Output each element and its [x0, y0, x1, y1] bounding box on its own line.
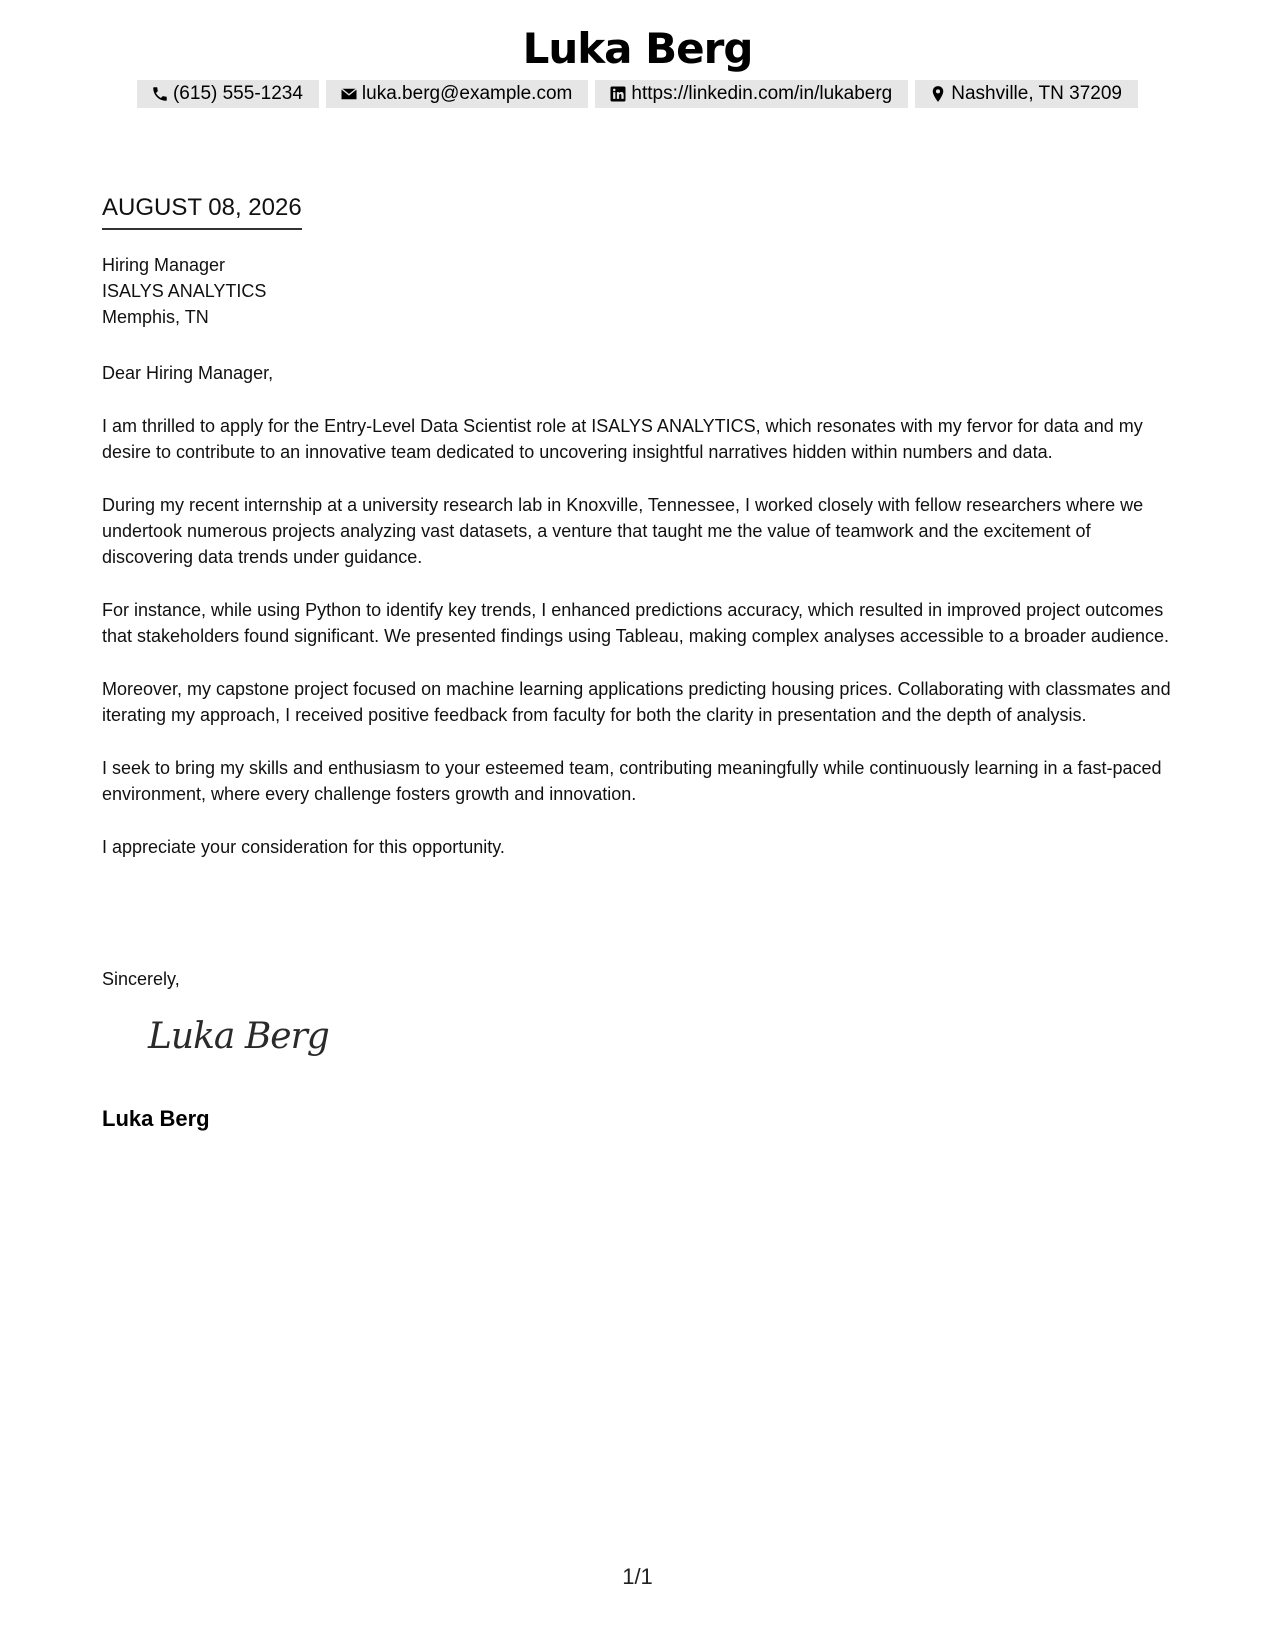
- recipient-title: Hiring Manager: [102, 255, 226, 275]
- body-paragraph: During my recent internship at a university research lab in Knoxville, Tennessee, I worked closely with fellow researchers where we undertook numerous projects analyzing vast datasets, a venture that taught me the value of teamwork and the excitement of discovering data trends under guidance.: [102, 495, 1144, 567]
- applicant-name-heading: Luka Berg: [522, 24, 753, 73]
- phone-icon: [151, 85, 169, 103]
- body-paragraph: I appreciate your consideration for this opportunity.: [102, 837, 505, 857]
- contact-bar: [0, 80, 1275, 108]
- recipient-block: [102, 252, 266, 330]
- salutation: Dear Hiring Manager,: [102, 363, 274, 383]
- contact-phone: [137, 80, 319, 108]
- recipient-company: ISALYS ANALYTICS: [102, 281, 267, 301]
- email-link[interactable]: luka.berg@example.com: [361, 83, 573, 104]
- map-pin-icon: [929, 85, 947, 103]
- envelope-icon: [340, 85, 358, 103]
- body-paragraph: I am thrilled to apply for the Entry-Level Data Scientist role at ISALYS ANALYTICS, which resonates with my fervor for data and my desire to contribute to an innovative team dedicated to uncovering insightful narratives hidden within numbers and data.: [102, 416, 1143, 462]
- contact-linkedin[interactable]: [595, 80, 908, 108]
- body-paragraph: Moreover, my capstone project focused on machine learning applications predicting housing prices. Collaborating with classmates and iterating my approach, I received positive feedback from faculty for both the clarity in presentation and the depth of analysis.: [102, 679, 1171, 725]
- contact-email[interactable]: [326, 80, 588, 108]
- linkedin-link[interactable]: https://linkedin.com/in/lukaberg: [631, 83, 893, 104]
- body-paragraph: For instance, while using Python to identify key trends, I enhanced predictions accuracy, which resulted in improved project outcomes that stakeholders found significant. We presented findings using Tableau, making complex analyses accessible to a broader audience.: [102, 600, 1169, 646]
- handwritten-signature: Luka Berg: [148, 1016, 329, 1057]
- page-number: 1/1: [622, 1564, 653, 1589]
- letter-date: AUGUST 08, 2026: [102, 192, 302, 230]
- contact-location: [915, 80, 1138, 108]
- body-paragraph: I seek to bring my skills and enthusiasm to your esteemed team, contributing meaningfully while continuously learning in a fast-paced environment, where every challenge fosters growth and innovation.: [102, 758, 1162, 804]
- recipient-location: Memphis, TN: [102, 307, 209, 327]
- location-text: Nashville, TN 37209: [951, 83, 1122, 104]
- phone-text: (615) 555-1234: [172, 83, 303, 104]
- signer-name: Luka Berg: [102, 1106, 210, 1131]
- valediction: Sincerely,: [102, 969, 180, 989]
- linkedin-icon: [609, 85, 627, 103]
- letter-body: [102, 360, 1177, 887]
